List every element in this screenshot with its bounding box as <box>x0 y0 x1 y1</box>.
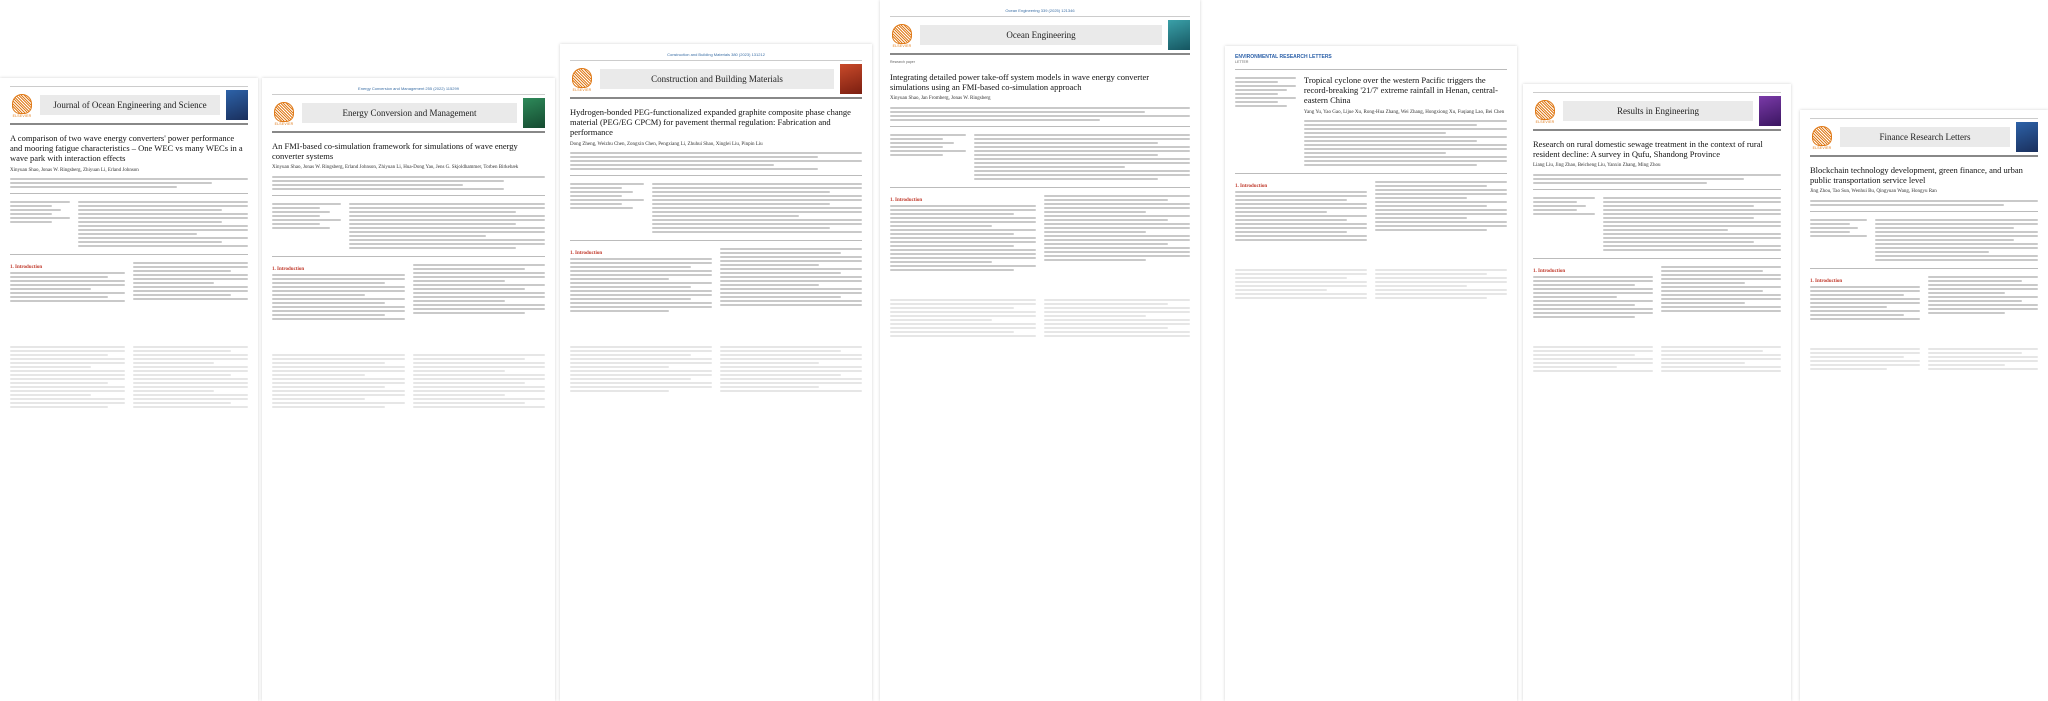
paper-title: Tropical cyclone over the western Pacific triggers the record-breaking '21/7' extreme rainfall in Henan, central-eastern China <box>1303 75 1498 106</box>
paper-page-6[interactable] <box>1523 84 1791 701</box>
journal-cover <box>226 90 248 120</box>
paper-page-1[interactable] <box>0 78 258 701</box>
journal-masthead <box>1810 118 2038 157</box>
paper-authors: Xinyuan Shao, Jonas W. Ringsberg, Zhiyuan Li, Erland Johnson <box>10 167 139 173</box>
journal-title: Energy Conversion and Management <box>342 108 477 118</box>
journal-masthead <box>570 60 862 99</box>
paper-title: An FMI-based co-simulation framework for simulations of wave energy converter systems <box>272 141 518 162</box>
paper-title: Integrating detailed power take-off system models in wave energy converter simulations using an FMI-based co-simulation approach <box>890 72 1150 93</box>
journal-masthead <box>1533 92 1781 131</box>
section-heading: 1. Introduction <box>1810 278 1843 284</box>
journal-title: Results in Engineering <box>1617 106 1699 116</box>
paper-title: A comparison of two wave energy converters' power performance and mooring fatigue characteristics – One WEC vs many WECs in a wave park with interaction effects <box>10 133 243 164</box>
journal-masthead <box>272 94 545 133</box>
journal-title: ENVIRONMENTAL RESEARCH LETTERS <box>1235 54 1332 60</box>
journal-masthead <box>10 86 248 125</box>
journal-citation[interactable]: Construction and Building Materials 380 (2023) 131212 <box>667 52 765 57</box>
elsevier-logo: ELSEVIER <box>890 22 914 48</box>
paper-title: Research on rural domestic sewage treatment in the context of rural resident decline: A survey in Qufu, Shandong Province <box>1533 139 1763 160</box>
paper-page-7[interactable] <box>1800 110 2048 701</box>
journal-cover <box>523 98 545 128</box>
paper-page-4[interactable] <box>880 0 1200 701</box>
journal-citation[interactable]: Energy Conversion and Management 255 (2022) 115299 <box>358 86 459 91</box>
elsevier-logo: ELSEVIER <box>272 100 296 126</box>
section-heading: 1. Introduction <box>570 250 603 256</box>
journal-cover <box>1168 20 1190 50</box>
elsevier-logo: ELSEVIER <box>10 92 34 118</box>
paper-authors: Yang Yu, Yao Gao, Lijue Xu, Rong-Hua Zhang, Wei Zhang, Hongxiong Xu, Fuqiang Lao, Bei Chen <box>1303 109 1505 115</box>
paper-page-3[interactable] <box>560 44 872 701</box>
paper-title: Hydrogen-bonded PEG-functionalized expanded graphite composite phase change material (PEG/EG CPCM) for pavement thermal regulation: Fabrication and performance <box>570 107 851 138</box>
section-heading: 1. Introduction <box>1235 183 1268 189</box>
publisher-header <box>1235 54 1507 64</box>
section-heading: 1. Introduction <box>890 197 923 203</box>
section-heading: 1. Introduction <box>10 264 43 270</box>
journal-title: Ocean Engineering <box>1006 30 1076 40</box>
journal-citation[interactable]: Ocean Engineering 339 (2025) 121346 <box>1005 8 1075 13</box>
journal-title: Finance Research Letters <box>1879 132 1971 142</box>
journal-cover <box>1759 96 1781 126</box>
paper-authors: Liang Liu, Jing Zhao, Beicheng Liu, Yanxin Zhang, Ming Zhou <box>1533 163 1661 169</box>
elsevier-logo: ELSEVIER <box>1533 98 1557 124</box>
article-type-label: Research paper <box>890 60 915 64</box>
paper-page-5[interactable] <box>1225 46 1517 701</box>
paper-authors: Xinyuan Shao, Jan Fromberg, Jonas W. Ringsberg <box>890 96 991 102</box>
section-heading: 1. Introduction <box>272 266 305 272</box>
paper-title: Blockchain technology development, green finance, and urban public transportation service level <box>1810 165 2023 186</box>
journal-cover <box>840 64 862 94</box>
paper-authors: Xinyuan Shao, Jonas W. Ringsberg, Erland Johnson, Zhiyuan Li, Hua-Dong Yao, Jens G. Skjoldhammer, Torben Birkebæk <box>272 165 519 171</box>
paper-authors: Dong Zheng, Weizhu Chen, Zongxin Chen, Pengxiang Li, Zhuhui Shao, Xinglei Liu, Pinpin Liu <box>570 141 763 147</box>
elsevier-logo: ELSEVIER <box>570 66 594 92</box>
paper-authors: Jing Zhou, Tao Sun, Wenhui Bu, Qingyuan Wang, Hongyu Ran <box>1810 189 1937 195</box>
journal-cover <box>2016 122 2038 152</box>
elsevier-logo: ELSEVIER <box>1810 124 1834 150</box>
journal-title: Journal of Ocean Engineering and Science <box>53 100 207 110</box>
paper-page-2[interactable] <box>262 78 555 701</box>
article-type-label: LETTER <box>1235 60 1249 64</box>
journal-title: Construction and Building Materials <box>651 74 783 84</box>
section-heading: 1. Introduction <box>1533 268 1566 274</box>
journal-masthead <box>890 16 1190 55</box>
